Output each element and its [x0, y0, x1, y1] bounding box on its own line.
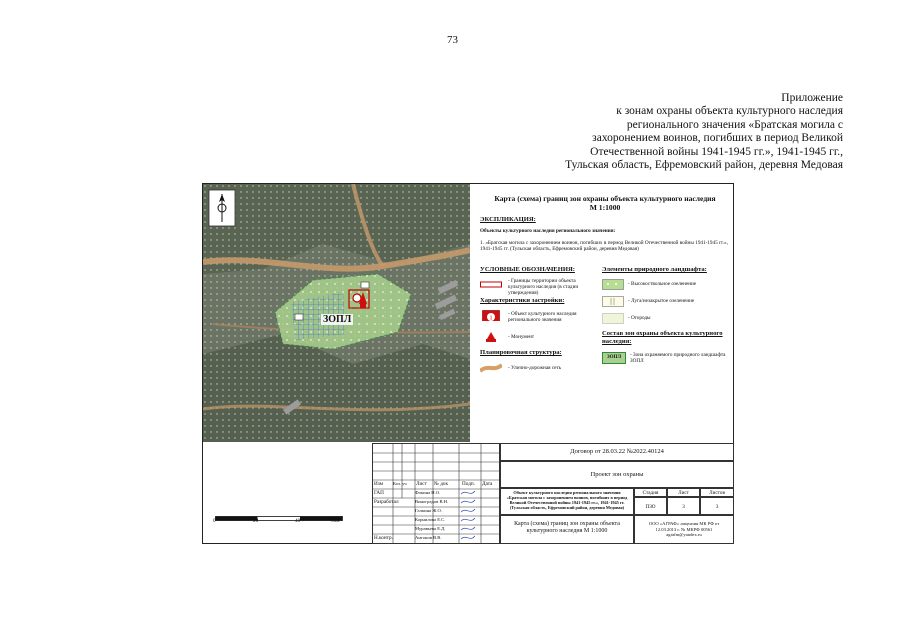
monument-swatch [484, 331, 506, 342]
gardens-item: - Огороды [628, 315, 651, 321]
zopl-swatch [602, 352, 626, 364]
name-cell: Виноградов В.Н. [415, 499, 449, 504]
appendix-header [513, 92, 843, 172]
planning-heading: Планировочная структура: [480, 349, 562, 356]
appendix-line: Тульская область, Ефремовский район, деревня Медовая [565, 159, 843, 172]
sheet-title-cell [500, 515, 634, 544]
name-cell: Антонов В.В. [415, 535, 442, 540]
street-item: - Улично-дорожная сеть [508, 365, 562, 371]
header-cell: Дата [482, 481, 493, 487]
project-cell [500, 461, 734, 488]
sheets-value [700, 497, 734, 515]
appendix-line: Приложение [781, 92, 843, 104]
sheet-header [667, 488, 700, 497]
map-title-text: Карта (схема) границ зон охраны объекта культурного наследия [494, 194, 716, 203]
company-cell [634, 515, 734, 544]
zopl-label: ЗОПЛ [323, 314, 352, 325]
scale-tick: 60м [331, 518, 340, 524]
aerial-map [203, 184, 470, 442]
boundary-swatch [480, 279, 502, 290]
map-graphic [203, 184, 470, 442]
sheets-value-text: 3 [715, 504, 719, 510]
map-scale: М 1:1000 [589, 203, 621, 212]
svg-text:1: 1 [489, 315, 493, 321]
meadow-swatch [602, 296, 624, 307]
scale-tick: 20 [253, 518, 259, 524]
building-heading: Характеристики застройки: [480, 297, 565, 304]
scale-bar-graphic [215, 516, 343, 522]
scale-tick: 0 [213, 518, 216, 524]
monument-item: - Монумент [508, 334, 535, 340]
heritage-swatch [482, 310, 504, 321]
zopl-swatch-label: ЗОПЛ [607, 355, 622, 360]
appendix-line: к зонам охраны объекта культурного наследия [616, 105, 843, 118]
sheet-value [667, 497, 700, 515]
header-cell: Кол. уч [393, 481, 407, 486]
stage-value-text: ПЗО [645, 504, 656, 510]
appendix-line: регионального значения «Братская могила с [626, 118, 843, 131]
zones-heading: Состав зон охраны объекта культурного наследия: [602, 330, 723, 345]
map-title [480, 194, 730, 212]
name-cell: Галкина Ж.О. [415, 508, 442, 513]
name-cell: Корнилова Е.С. [415, 517, 446, 522]
scale-bar [215, 516, 343, 528]
explication-heading: ЭКСПЛИКАЦИЯ: [480, 216, 536, 223]
title-block [372, 443, 734, 544]
legend-panel [472, 184, 734, 442]
role-cell: Разработал [374, 499, 399, 505]
object-cell [500, 488, 634, 515]
sheet-header-text: Лист [678, 490, 689, 496]
objects-heading: Объекты культурного наследия регионального значения: [480, 228, 616, 234]
scale-tick: 40 [295, 518, 301, 524]
street-swatch [480, 362, 502, 373]
contract-cell [500, 443, 734, 461]
gardens-swatch [602, 313, 624, 324]
sheet-value-text: 3 [682, 504, 685, 510]
tall-vegetation-swatch [602, 279, 624, 290]
name-cell: Муравьева Е.Д. [415, 526, 446, 531]
contract-text: Договор от 28.03.22 №2022.40124 [570, 448, 664, 455]
heritage-item: - Объект культурного наследия регионального значения [508, 311, 577, 324]
meadow-item: - Луга/незакрытое озеленение [628, 298, 695, 304]
boundary-item: - Границы территории объекта культурного наследия (в стадии утверждения) [508, 278, 579, 297]
zopl-item: - Зона охраняемого природного ландшафта ЗОПЛ [630, 352, 726, 365]
appendix-line: Отечественной войны 1941-1945 гг.», 1941-1945 гг., [590, 145, 843, 158]
stage-value [634, 497, 667, 515]
header-cell: Подп. [462, 481, 475, 487]
header-cell: Лист [416, 481, 427, 487]
role-cell: Н.контр. [374, 535, 393, 541]
signature-marks [458, 488, 480, 544]
map-sheet [202, 183, 734, 544]
sheet-title-text: Карта (схема) границ зон охраны объекта культурного наследия М 1:1000 [514, 521, 620, 534]
name-cell: Фокина Н.О. [415, 490, 441, 495]
page-number: 73 [447, 34, 458, 46]
appendix-line: захоронением воинов, погибших в период Великой [592, 132, 843, 145]
landscape-heading: Элементы природного ландшафта: [602, 266, 707, 273]
sheets-header-text: Листов [709, 490, 725, 496]
role-cell: ГАП [374, 490, 384, 496]
project-text: Проект зон охраны [590, 471, 644, 478]
object-1-text: 1. «Братская могила с захоронением воинов, погибших в период Великой Отечественной войны 1941-1945 гг.», 1941-1945 гг. (Тульская область, Ефремовский район, деревня Медовая) [480, 240, 728, 253]
header-cell: Изм [374, 481, 384, 487]
sheets-header [700, 488, 734, 497]
conventions-heading: УСЛОВНЫЕ ОБОЗНАЧЕНИЯ: [480, 266, 575, 273]
tall-vegetation-item: - Высокоствольное озеленение [628, 281, 697, 287]
header-cell: № док [434, 481, 448, 487]
stage-header-text: Стадия [642, 490, 659, 496]
object-text: Объект культурного наследия регионального значения «Братская могила с захоронением воинов, погибших в период Великой Отечественной войны 1941-1945 гг.», 1941-1945 гг. (Тульская область, Ефремовский район, деревня Медовая) [506, 490, 628, 510]
stage-header [634, 488, 667, 497]
company-text: ООО «АГРАФ» лицензия МК РФ от 12.03.2013 г. № МКРФ 00561 agrafm@yandex.ru [648, 521, 720, 538]
